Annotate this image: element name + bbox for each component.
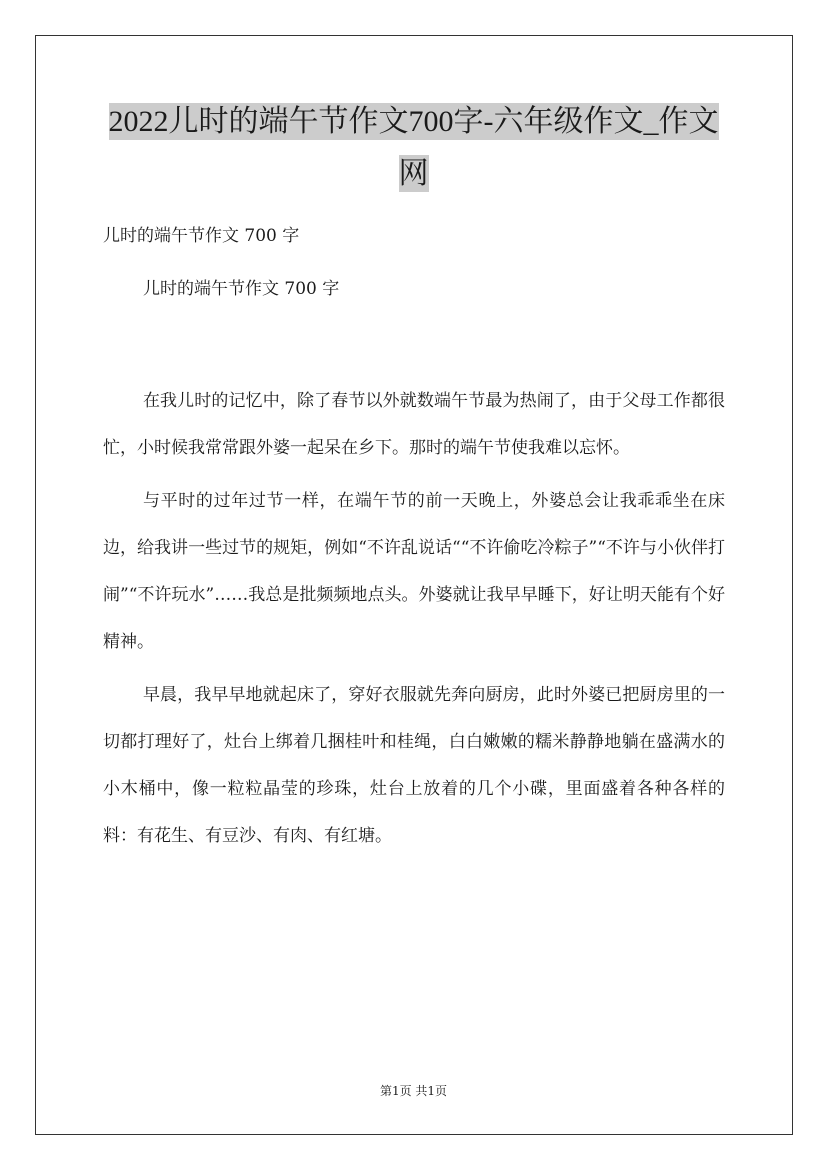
- paragraph-3: 早晨，我早早地就起床了，穿好衣服就先奔向厨房，此时外婆已把厨房里的一切都打理好了，灶台上绑着几捆桂叶和桂绳，白白嫩嫩的糯米静静地躺在盛满水的小木桶中，像一粒粒晶莹的珍珠，灶台上放着的几个小碟，里面盛着各种各样的料：有花生、有豆沙、有肉、有红塘。: [103, 685, 725, 846]
- body-text: [103, 378, 725, 866]
- document-title-text: 2022儿时的端午节作文700字-六年级作文_作文网: [108, 105, 719, 190]
- subtitle-plain: 儿时的端午节作文 700 字: [103, 226, 300, 246]
- page-footer: 第1页 共1页: [379, 1084, 448, 1098]
- paragraph-2: 与平时的过年过节一样，在端午节的前一天晚上，外婆总会让我乖乖坐在床边，给我讲一些过节的规矩，例如“不许乱说话““不许偷吃冷粽子”“不许与小伙伴打闹”“不许玩水”……我总是批频频地点头。外婆就让我早早睡下，好让明天能有个好精神。: [103, 491, 725, 652]
- subtitle-indented: 儿时的端午节作文 700 字: [143, 279, 340, 299]
- paragraph-1: 在我儿时的记忆中，除了春节以外就数端午节最为热闹了，由于父母工作都很忙，小时候我常常跟外婆一起呆在乡下。那时的端午节使我难以忘怀。: [103, 391, 725, 458]
- document-title: [100, 96, 727, 200]
